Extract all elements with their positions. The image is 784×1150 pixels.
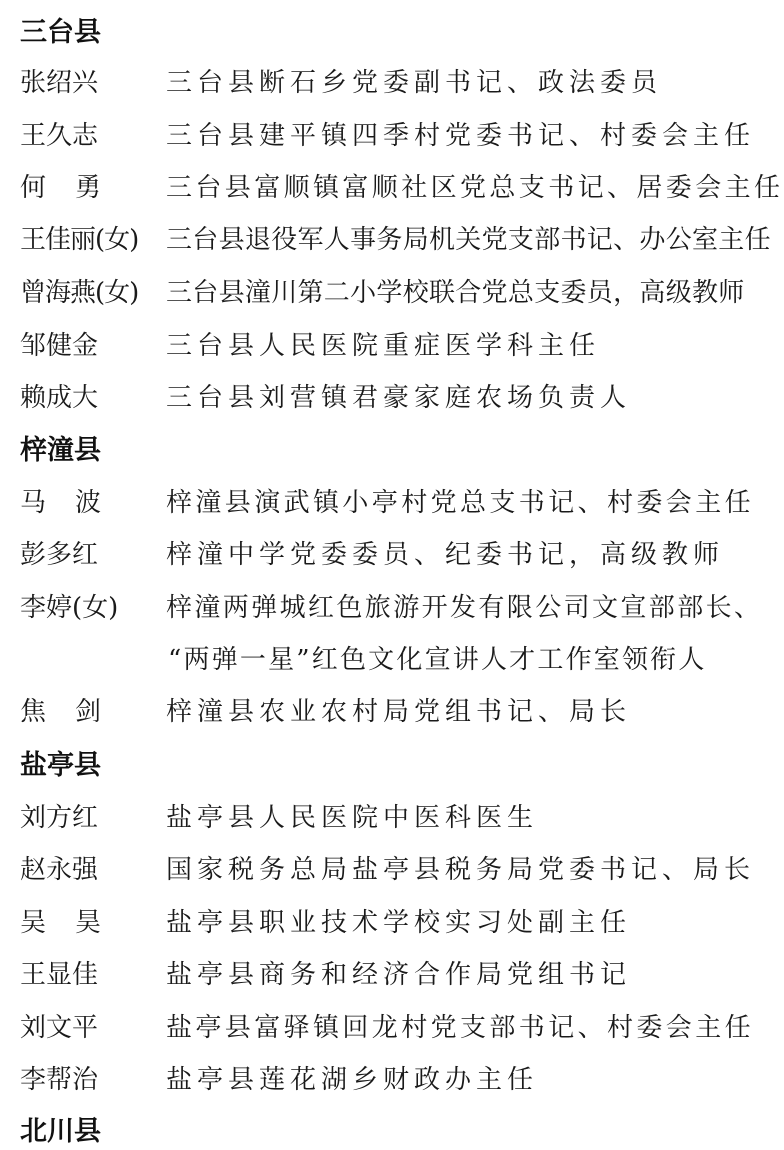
person-position: 梓潼两弹城红色旅游开发有限公司文宣部部长、: [166, 593, 763, 623]
list-item: [0, 851, 784, 889]
list-item: [0, 274, 784, 312]
list-item: [0, 799, 784, 837]
person-position: 盐亭县商务和经济合作局党组书记: [166, 960, 632, 990]
person-name: 刘方红: [20, 803, 99, 833]
person-name: 焦剑: [20, 697, 131, 727]
person-name: 马波: [20, 488, 131, 518]
person-position: 三台县断石乡党委副书记、政法委员: [166, 68, 663, 98]
list-item: [0, 327, 784, 365]
person-name: 彭多红: [20, 540, 99, 570]
person-position: 三台县潼川第二小学校联合党总支委员，高级教师: [166, 278, 745, 308]
person-position: 梓潼县农业农村局党组书记、局长: [166, 697, 632, 727]
person-name: 赵永强: [20, 855, 99, 885]
list-item-continuation: [0, 641, 784, 679]
person-name: 邹健金: [20, 331, 99, 361]
list-item: [0, 1009, 784, 1047]
list-item: [0, 536, 784, 574]
county-heading: 北川县: [20, 1116, 101, 1147]
list-item: [0, 904, 784, 942]
person-position: 梓潼县演武镇小亭村党总支书记、村委会主任: [166, 488, 755, 518]
list-item: [0, 693, 784, 731]
list-item: [0, 484, 784, 522]
person-position: 盐亭县人民医院中医科医生: [166, 803, 539, 833]
list-item: [0, 956, 784, 994]
list-item: [0, 169, 784, 207]
person-position: 盐亭县莲花湖乡财政办主任: [166, 1065, 539, 1095]
person-name: 李帮治: [20, 1065, 99, 1095]
person-position: 盐亭县富驿镇回龙村党支部书记、村委会主任: [166, 1013, 755, 1043]
person-position: 盐亭县职业技术学校实习处副主任: [166, 908, 632, 938]
person-name: 李婷(女): [20, 593, 119, 623]
person-name: 刘文平: [20, 1013, 99, 1043]
person-name: 王久志: [20, 121, 99, 151]
person-name: 吴昊: [20, 908, 131, 938]
person-position: 三台县退役军人事务局机关党支部书记、办公室主任: [166, 225, 771, 255]
county-heading: 梓潼县: [20, 435, 101, 466]
person-name: 王显佳: [20, 960, 99, 990]
person-position: 三台县人民医院重症医学科主任: [166, 331, 601, 361]
person-position-continued: “两弹一星”红色文化宣讲人才工作室领衔人: [168, 645, 707, 675]
list-item: [0, 379, 784, 417]
person-name: 王佳丽(女): [20, 225, 139, 255]
list-item: [0, 221, 784, 259]
person-position: 三台县富顺镇富顺社区党总支书记、居委会主任: [166, 173, 784, 203]
person-name: 张绍兴: [20, 68, 99, 98]
person-name: 曾海燕(女): [20, 278, 139, 308]
person-position: 梓潼中学党委委员、纪委书记，高级教师: [166, 540, 725, 570]
person-name: 赖成大: [20, 383, 99, 413]
person-position: 三台县建平镇四季村党委书记、村委会主任: [166, 121, 756, 151]
person-position: 三台县刘营镇君豪家庭农场负责人: [166, 383, 632, 413]
county-heading: 盐亭县: [20, 750, 101, 781]
list-item: [0, 589, 784, 627]
person-position: 国家税务总局盐亭县税务局党委书记、局长: [166, 855, 756, 885]
list-item: [0, 117, 784, 155]
county-heading: 三台县: [20, 17, 101, 48]
person-name: 何勇: [20, 173, 131, 203]
list-item: [0, 64, 784, 102]
list-item: [0, 1061, 784, 1099]
